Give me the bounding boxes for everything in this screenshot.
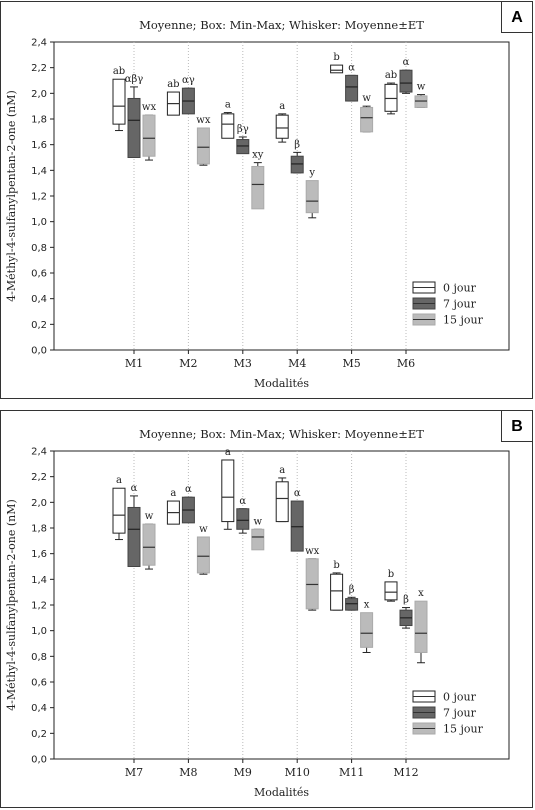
box-group-0-jour-M9	[222, 447, 234, 529]
box-group-7-jour-M9	[237, 496, 249, 533]
box-group-0-jour-M3	[222, 100, 234, 139]
significance-label: wx	[305, 545, 320, 557]
y-tick-label: 2,4	[31, 37, 47, 49]
significance-label: w	[199, 523, 208, 535]
box	[128, 98, 140, 157]
y-tick-label: 0,8	[31, 651, 47, 663]
significance-label: ab	[167, 79, 180, 91]
box-group-0-jour-M8	[167, 488, 179, 524]
box-group-0-jour-M2	[167, 79, 179, 115]
box	[128, 507, 140, 566]
box-group-15-jour-M9	[252, 516, 264, 550]
box-group-7-jour-M7	[128, 483, 140, 567]
box-group-7-jour-M12	[400, 595, 412, 629]
panel-label-b: B	[501, 410, 533, 442]
y-tick-label: 0,4	[31, 294, 47, 306]
significance-label: w	[362, 93, 371, 105]
box-group-7-jour-M6	[400, 57, 412, 93]
box-group-15-jour-M2	[196, 115, 211, 165]
x-tick-label: M6	[396, 357, 416, 370]
box	[252, 166, 264, 208]
legend-label: 7 jour	[443, 297, 476, 311]
x-tick-label: M8	[179, 766, 198, 779]
box	[291, 156, 303, 173]
box-group-7-jour-M3	[237, 124, 249, 154]
y-tick-label: 1,2	[31, 191, 47, 203]
box	[143, 115, 155, 156]
box-group-0-jour-M7	[113, 475, 125, 539]
box-group-15-jour-M8	[197, 524, 209, 574]
box-group-15-jour-M3	[252, 150, 264, 209]
significance-label: wx	[196, 114, 211, 126]
chart-a-svg	[1, 2, 532, 398]
significance-label: a	[170, 488, 177, 500]
box-group-15-jour-M4	[306, 168, 318, 218]
y-tick-label: 0,8	[31, 242, 47, 254]
box	[276, 482, 288, 522]
y-tick-label: 0,2	[31, 319, 47, 331]
x-tick-label: M11	[338, 766, 365, 779]
box-group-15-jour-M5	[361, 93, 373, 132]
significance-label: ab	[384, 70, 398, 82]
box	[143, 524, 155, 565]
significance-label: β	[403, 594, 409, 606]
box	[385, 582, 397, 600]
box	[252, 529, 264, 550]
legend-label: 15 jour	[443, 722, 483, 736]
box	[237, 140, 249, 154]
y-tick-label: 1,6	[31, 549, 47, 561]
significance-label: w	[416, 81, 426, 93]
y-tick-label: 1,8	[31, 114, 47, 126]
significance-label: αγ	[182, 75, 195, 87]
significance-label: a	[224, 446, 231, 458]
significance-label: x	[363, 599, 370, 611]
box-group-7-jour-M2	[182, 75, 195, 114]
y-tick-label: 1,0	[31, 626, 47, 638]
y-tick-label: 2,2	[31, 472, 47, 484]
x-tick-label: M9	[233, 766, 252, 779]
legend-label: 7 jour	[443, 706, 476, 720]
significance-label: y	[309, 167, 316, 179]
y-tick-label: 1,4	[31, 165, 47, 177]
x-tick-label: M10	[284, 766, 310, 779]
box-group-15-jour-M11	[361, 600, 373, 653]
x-tick-label: M1	[124, 357, 144, 370]
y-tick-label: 1,6	[31, 140, 47, 152]
box	[385, 84, 397, 111]
box-group-7-jour-M10	[291, 488, 303, 551]
y-tick-label: 0,0	[31, 345, 47, 357]
box	[197, 537, 209, 573]
box	[331, 65, 343, 73]
significance-label: a	[279, 464, 286, 476]
box-group-0-jour-M6	[385, 70, 397, 114]
chart-panel-b	[0, 410, 533, 808]
box	[346, 599, 358, 611]
box-group-7-jour-M5	[346, 62, 358, 101]
box	[276, 115, 288, 138]
significance-label: α	[185, 484, 192, 496]
chart-title: Moyenne; Box: Min-Max; Whisker: Moyenne±ET	[139, 18, 424, 32]
box	[237, 509, 249, 530]
significance-label: w	[253, 516, 263, 528]
significance-label: α	[402, 57, 410, 69]
significance-label: β	[294, 139, 301, 151]
significance-label: βγ	[236, 123, 249, 135]
legend-label: 15 jour	[443, 313, 483, 327]
y-axis-label: 4-Méthyl-4-sulfanylpentan-2-one (nM)	[5, 499, 18, 711]
significance-label: α	[293, 488, 301, 500]
significance-label: a	[224, 99, 231, 111]
box-group-15-jour-M6	[415, 82, 427, 108]
y-tick-label: 2,0	[31, 497, 47, 509]
box-group-0-jour-M12	[385, 569, 397, 601]
y-tick-label: 0,0	[31, 754, 47, 766]
box	[113, 488, 125, 533]
chart-panel-a	[0, 1, 533, 399]
box	[306, 559, 318, 609]
box	[415, 96, 427, 108]
y-tick-label: 0,6	[31, 268, 47, 280]
significance-label: a	[279, 100, 286, 112]
x-tick-label: M5	[342, 357, 361, 370]
y-tick-label: 0,4	[31, 703, 47, 715]
significance-label: b	[333, 52, 340, 64]
y-tick-label: 2,0	[31, 88, 47, 100]
chart-title: Moyenne; Box: Min-Max; Whisker: Moyenne±ET	[139, 427, 424, 441]
box	[113, 79, 125, 124]
x-axis-label: Modalités	[253, 377, 310, 390]
box-group-0-jour-M4	[276, 101, 288, 142]
box	[222, 114, 234, 138]
box-group-15-jour-M12	[415, 588, 427, 663]
y-tick-label: 2,2	[31, 63, 47, 75]
box	[415, 601, 427, 652]
significance-label: α	[130, 482, 138, 494]
box	[400, 70, 412, 92]
box-group-7-jour-M8	[182, 484, 194, 523]
box-group-7-jour-M11	[346, 584, 358, 610]
y-tick-label: 1,8	[31, 523, 47, 535]
box-group-0-jour-M1	[113, 66, 125, 130]
box	[306, 181, 318, 213]
box	[361, 613, 373, 648]
significance-label: x	[418, 588, 424, 600]
box	[291, 501, 303, 551]
box	[346, 75, 358, 101]
y-tick-label: 1,0	[31, 217, 47, 229]
y-tick-label: 1,2	[31, 600, 47, 612]
box-group-15-jour-M10	[305, 546, 320, 610]
box	[361, 107, 373, 131]
box-group-7-jour-M4	[291, 139, 303, 173]
x-tick-label: M4	[288, 357, 307, 370]
box	[197, 128, 209, 164]
y-axis-label: 4-Méthyl-4-sulfanylpentan-2-one (nM)	[5, 90, 18, 302]
x-tick-label: M3	[233, 357, 252, 370]
box-group-7-jour-M1	[125, 74, 144, 158]
significance-label: α	[239, 495, 247, 507]
y-tick-label: 0,2	[31, 728, 47, 740]
significance-label: β	[348, 584, 355, 596]
x-tick-label: M12	[393, 766, 419, 779]
box-group-0-jour-M10	[276, 465, 288, 522]
y-tick-label: 1,4	[31, 574, 47, 586]
x-tick-label: M7	[124, 766, 144, 779]
significance-label: a	[116, 475, 122, 487]
legend-label: 0 jour	[443, 281, 476, 295]
significance-label: α	[348, 62, 355, 74]
significance-label: wx	[141, 102, 157, 114]
y-tick-label: 2,4	[31, 446, 47, 458]
significance-label: b	[387, 568, 395, 580]
panel-label-a: A	[501, 1, 533, 33]
significance-label: w	[144, 511, 154, 523]
x-axis-label: Modalités	[253, 786, 310, 799]
box	[331, 574, 343, 610]
box-group-15-jour-M7	[143, 511, 155, 569]
box-group-0-jour-M5	[331, 52, 343, 73]
significance-label: ab	[112, 66, 126, 78]
significance-label: xy	[252, 149, 264, 161]
chart-b-svg	[1, 411, 532, 807]
box-group-0-jour-M11	[331, 560, 343, 610]
significance-label: αβγ	[124, 73, 144, 85]
box	[222, 460, 234, 522]
y-tick-label: 0,6	[31, 677, 47, 689]
legend-label: 0 jour	[443, 690, 476, 704]
significance-label: b	[333, 559, 340, 571]
box-group-15-jour-M1	[142, 102, 157, 160]
x-tick-label: M2	[179, 357, 198, 370]
